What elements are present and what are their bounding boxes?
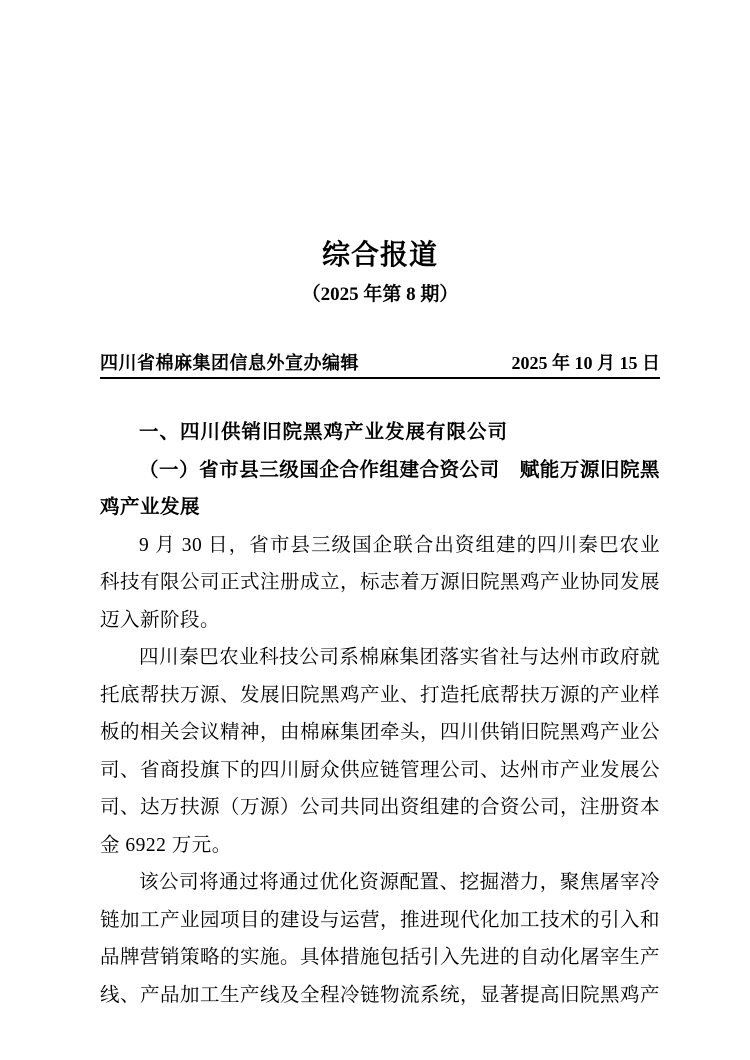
issue-date: 2025 年 10 月 15 日: [511, 353, 660, 373]
issue-number: （2025 年第 8 期）: [301, 284, 459, 305]
paragraph-1: 9 月 30 日，省市县三级国企联合出资组建的四川秦巴农业科技有限公司正式注册成立，标志着万源旧院黑鸡产业协同发展迈入新阶段。: [100, 534, 661, 631]
paragraph-3: 该公司将通过将通过优化资源配置、挖掘潜力，聚焦屠宰冷链加工产业园项目的建设与运营，推进现代化加工技术的引入和品牌营销策略的实施。具体措施包括引入先进的自动化屠宰生产线、产品加工生产线及全程冷链物流系统，显著提高旧院黑鸡产: [100, 872, 661, 1006]
sub-heading: （一）省市县三级国企合作组建合资公司 赋能万源旧院黑鸡产业发展: [100, 459, 660, 518]
editor-credit: 四川省棉麻集团信息外宣办编辑: [100, 353, 359, 373]
paragraph-2: 四川秦巴农业科技公司系棉麻集团落实省社与达州市政府就托底帮扶万源、发展旧院黑鸡产业、打造托底帮扶万源的产业样板的相关会议精神，由棉麻集团牵头，四川供销旧院黑鸡产业公司、省商投旗下的四川厨众供应链管理公司、达州市产业发展公司、达万扶源（万源）公司共同出资组建的合资公司，注册资本金 6922 万元。: [100, 647, 661, 856]
article-body: [100, 414, 660, 1014]
page-title: 综合报道: [321, 239, 438, 270]
section-heading: 一、四川供销旧院黑鸡产业发展有限公司: [139, 421, 509, 443]
editor-row: [100, 352, 660, 379]
